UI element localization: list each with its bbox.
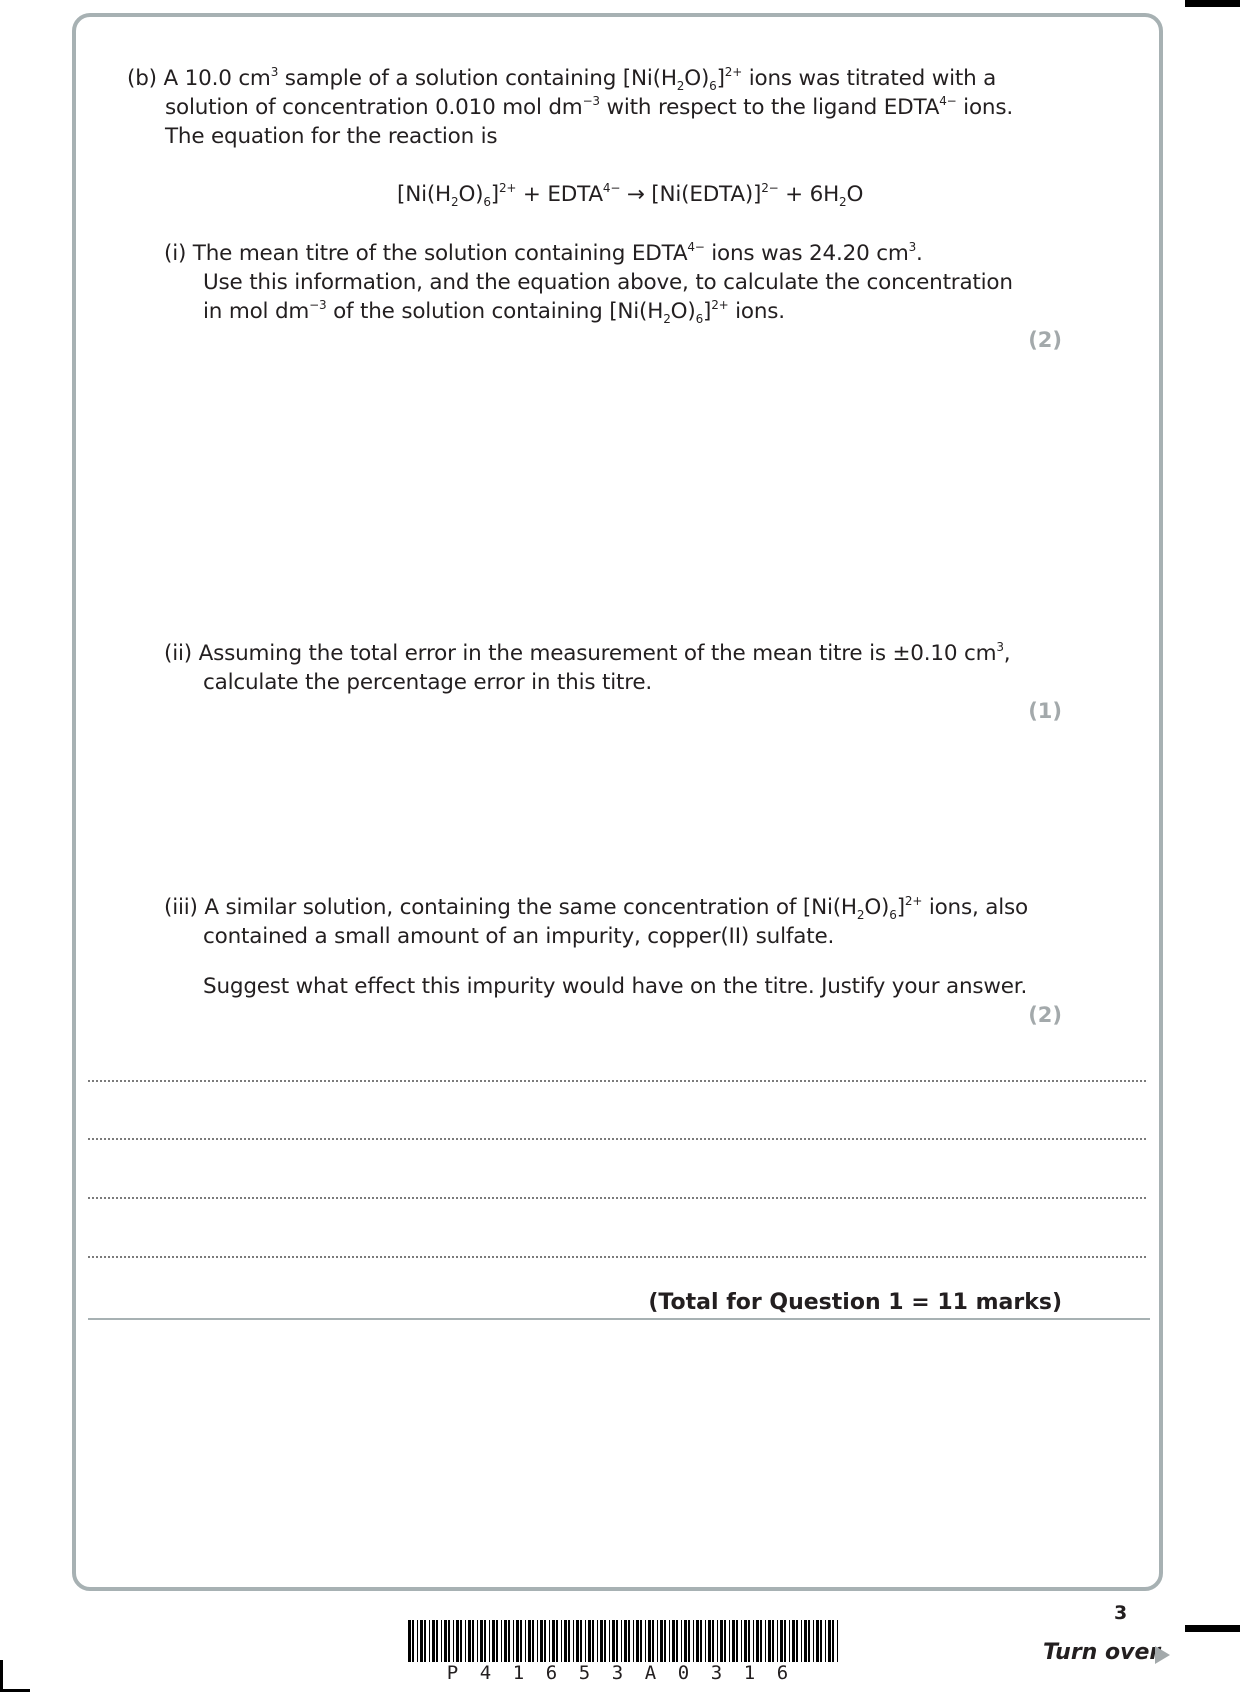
- barcode-bar: [720, 1620, 723, 1662]
- barcode-bar: [744, 1620, 747, 1662]
- barcode-bar: [652, 1620, 654, 1662]
- barcode-bar: [657, 1620, 658, 1662]
- barcode-bar: [489, 1620, 490, 1662]
- barcode-bar: [420, 1620, 423, 1662]
- barcode-char: 6: [776, 1662, 789, 1684]
- barcode-bar: [528, 1620, 531, 1662]
- barcode-bar: [424, 1620, 426, 1662]
- barcode-bar: [592, 1620, 594, 1662]
- barcode-bar: [585, 1620, 586, 1662]
- barcode-bar: [624, 1620, 627, 1662]
- part-b-label: (b): [127, 66, 157, 91]
- barcode: [408, 1620, 844, 1662]
- barcode-bar: [609, 1620, 610, 1662]
- barcode-bar: [684, 1620, 687, 1662]
- barcode-bar: [664, 1620, 666, 1662]
- barcode-bar: [832, 1620, 834, 1662]
- barcode-bar: [532, 1620, 534, 1662]
- part-ii-line-1: (ii) Assuming the total error in the measurement of the mean titre is ±0.10 $cm^3$,: [164, 640, 1011, 666]
- part-iii-line-3: Suggest what effect this impurity would have on the titre. Justify your answer.: [203, 974, 1028, 999]
- reaction-equation: $[Ni(H_2O)_6]^{2+}$ + $EDTA^{4-}$ → [Ni(EDTA)]$^{2-}$ + $6H_2O$: [397, 181, 864, 209]
- barcode-char: 3: [611, 1662, 624, 1684]
- barcode-bar: [789, 1620, 790, 1662]
- barcode-bar: [681, 1620, 682, 1662]
- barcode-bar: [561, 1620, 562, 1662]
- barcode-bar: [801, 1620, 802, 1662]
- barcode-char: 1: [512, 1662, 525, 1684]
- barcode-bar: [621, 1620, 622, 1662]
- turn-over-label: Turn over: [1043, 1640, 1161, 1665]
- barcode-char: P: [446, 1662, 459, 1684]
- barcode-char: 1: [743, 1662, 756, 1684]
- barcode-bar: [573, 1620, 574, 1662]
- barcode-bar: [628, 1620, 630, 1662]
- barcode-bar: [612, 1620, 615, 1662]
- barcode-bar: [688, 1620, 690, 1662]
- barcode-bar: [696, 1620, 699, 1662]
- barcode-bar: [753, 1620, 754, 1662]
- part-iii-line-2: contained a small amount of an impurity, copper(II) sulfate.: [203, 924, 835, 949]
- barcode-bar: [708, 1620, 711, 1662]
- barcode-bar: [453, 1620, 454, 1662]
- barcode-bar: [444, 1620, 447, 1662]
- barcode-bar: [756, 1620, 759, 1662]
- barcode-bar: [484, 1620, 486, 1662]
- barcode-bar: [513, 1620, 514, 1662]
- barcode-bar: [448, 1620, 450, 1662]
- barcode-bar: [784, 1620, 786, 1662]
- barcode-bar: [504, 1620, 507, 1662]
- part-i-line-1: (i) The mean titre of the solution containing $EDTA^{4-}$ ions was 24.20 $cm^3$.: [164, 240, 923, 266]
- barcode-bar: [792, 1620, 795, 1662]
- barcode-bar: [597, 1620, 598, 1662]
- barcode-bar: [825, 1620, 826, 1662]
- barcode-bar: [480, 1620, 483, 1662]
- barcode-bar: [544, 1620, 546, 1662]
- barcode-char: 0: [677, 1662, 690, 1684]
- barcode-bar: [772, 1620, 774, 1662]
- barcode-bar: [732, 1620, 735, 1662]
- answer-line-3[interactable]: [88, 1197, 1146, 1199]
- barcode-bar: [736, 1620, 738, 1662]
- barcode-bar: [676, 1620, 678, 1662]
- barcode-bar: [417, 1620, 418, 1662]
- barcode-bar: [648, 1620, 651, 1662]
- barcode-bar: [477, 1620, 478, 1662]
- barcode-char: 6: [545, 1662, 558, 1684]
- barcode-bar: [693, 1620, 694, 1662]
- part-i-marks: (2): [1028, 328, 1062, 352]
- question-total: (Total for Question 1 = 11 marks): [648, 1290, 1062, 1315]
- part-i-label: (i): [164, 241, 187, 266]
- barcode-bar: [604, 1620, 606, 1662]
- barcode-bar: [552, 1620, 555, 1662]
- barcode-bar: [717, 1620, 718, 1662]
- turn-over-arrow-icon: [1155, 1646, 1170, 1664]
- barcode-char: 3: [710, 1662, 723, 1684]
- crop-mark: [0, 1660, 3, 1692]
- part-b-line-1: (b) A 10.0 $cm^3$ sample of a solution containing $[Ni(H_2O)_6]^{2+}$ ions was titrated with a: [127, 65, 997, 93]
- barcode-bar: [465, 1620, 466, 1662]
- part-i-line-2: Use this information, and the equation above, to calculate the concentration: [203, 270, 1013, 295]
- barcode-bar: [568, 1620, 570, 1662]
- registration-mark-bottom: [1185, 1625, 1240, 1632]
- barcode-bar: [645, 1620, 646, 1662]
- barcode-bar: [804, 1620, 807, 1662]
- barcode-bar: [705, 1620, 706, 1662]
- answer-line-1[interactable]: [88, 1080, 1146, 1082]
- registration-mark-top: [1185, 0, 1240, 7]
- part-ii-marks: (1): [1028, 699, 1062, 723]
- barcode-char: A: [644, 1662, 657, 1684]
- barcode-bar: [468, 1620, 471, 1662]
- barcode-bar: [768, 1620, 771, 1662]
- barcode-bar: [633, 1620, 634, 1662]
- barcode-bar: [496, 1620, 498, 1662]
- barcode-bar: [777, 1620, 778, 1662]
- barcode-bar: [432, 1620, 435, 1662]
- part-b-line-3: The equation for the reaction is: [165, 124, 498, 149]
- barcode-bar: [549, 1620, 550, 1662]
- barcode-bar: [516, 1620, 519, 1662]
- barcode-bar: [660, 1620, 663, 1662]
- barcode-bar: [540, 1620, 543, 1662]
- barcode-bar: [808, 1620, 810, 1662]
- part-b-line-2: solution of concentration 0.010 mol $dm^{-3}$ with respect to the ligand $EDTA^{4-}$ ions.: [165, 94, 1013, 120]
- part-ii-line-2: calculate the percentage error in this titre.: [203, 670, 653, 695]
- barcode-bar: [408, 1620, 411, 1662]
- barcode-bar: [669, 1620, 670, 1662]
- barcode-bar: [520, 1620, 522, 1662]
- answer-line-2[interactable]: [88, 1138, 1146, 1140]
- part-iii-label: (iii): [164, 895, 198, 920]
- barcode-char: 4: [479, 1662, 492, 1684]
- part-iii-line-1: (iii) A similar solution, containing the same concentration of $[Ni(H_2O)_6]^{2+}$ ions, also: [164, 894, 1028, 922]
- barcode-bar: [436, 1620, 438, 1662]
- total-rule: [88, 1318, 1150, 1320]
- barcode-bar: [760, 1620, 762, 1662]
- barcode-bar: [456, 1620, 459, 1662]
- part-ii-label: (ii): [164, 641, 192, 666]
- barcode-bar: [501, 1620, 502, 1662]
- barcode-bar: [556, 1620, 558, 1662]
- barcode-bar: [580, 1620, 582, 1662]
- answer-line-4[interactable]: [88, 1256, 1146, 1258]
- page-number: 3: [1114, 1602, 1128, 1624]
- barcode-bar: [576, 1620, 579, 1662]
- barcode-bar: [600, 1620, 603, 1662]
- barcode-bar: [537, 1620, 538, 1662]
- barcode-bar: [813, 1620, 814, 1662]
- barcode-bar: [816, 1620, 819, 1662]
- barcode-bar: [636, 1620, 639, 1662]
- barcode-bar: [700, 1620, 702, 1662]
- barcode-bar: [508, 1620, 510, 1662]
- barcode-bar: [616, 1620, 618, 1662]
- barcode-bar: [564, 1620, 567, 1662]
- barcode-bar: [429, 1620, 430, 1662]
- barcode-bar: [828, 1620, 831, 1662]
- barcode-bar: [724, 1620, 726, 1662]
- barcode-bar: [748, 1620, 750, 1662]
- barcode-bar: [525, 1620, 526, 1662]
- part-i-line-3: in mol $dm^{-3}$ of the solution containing $[Ni(H_2O)_6]^{2+}$ ions.: [203, 298, 785, 326]
- barcode-bar: [640, 1620, 642, 1662]
- barcode-bar: [460, 1620, 462, 1662]
- barcode-bar: [712, 1620, 714, 1662]
- part-iii-marks: (2): [1028, 1003, 1062, 1027]
- barcode-bar: [837, 1620, 838, 1662]
- barcode-char: 5: [578, 1662, 591, 1684]
- barcode-bar: [765, 1620, 766, 1662]
- barcode-bar: [729, 1620, 730, 1662]
- barcode-bar: [780, 1620, 783, 1662]
- barcode-bar: [820, 1620, 822, 1662]
- barcode-bar: [492, 1620, 495, 1662]
- barcode-bar: [672, 1620, 675, 1662]
- barcode-digits: [436, 1662, 799, 1684]
- barcode-bar: [441, 1620, 442, 1662]
- barcode-bar: [796, 1620, 798, 1662]
- barcode-bar: [741, 1620, 742, 1662]
- barcode-bar: [472, 1620, 474, 1662]
- barcode-bar: [588, 1620, 591, 1662]
- barcode-bar: [412, 1620, 414, 1662]
